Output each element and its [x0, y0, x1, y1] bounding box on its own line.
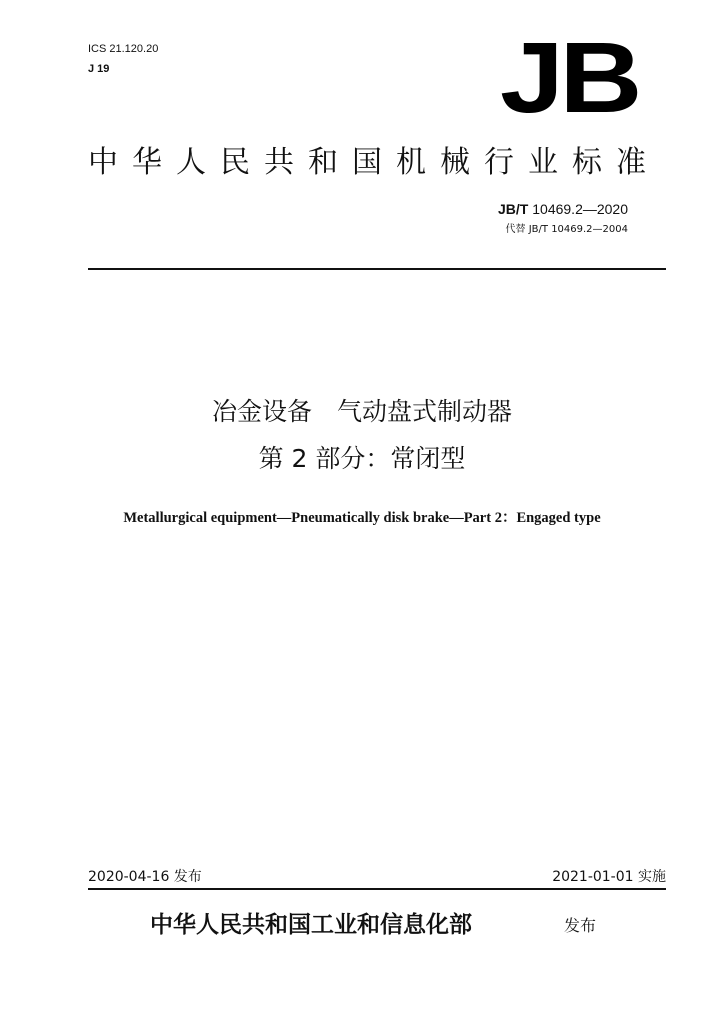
- implementation-date: 2021-01-01 实施: [552, 869, 666, 885]
- document-title-line1: 冶金设备 气动盘式制动器: [211, 397, 512, 426]
- replaces-standard: 代替 JB/T 10469.2—2004: [505, 224, 628, 235]
- english-title: Metallurgical equipment—Pneumatically disk brake—Part 2：Engaged type: [123, 510, 601, 526]
- standard-number: [498, 200, 628, 218]
- classification-code: J 19: [88, 63, 110, 75]
- standard-number-value: 10469.2—2020: [528, 201, 628, 217]
- industry-standard-title: 中华人民共和国机械行业标准: [88, 145, 660, 180]
- standard-number-prefix: JB/T: [498, 201, 529, 217]
- document-title-line2: 第 2 部分：常闭型: [258, 444, 466, 473]
- bottom-divider: [88, 888, 666, 890]
- top-divider: [88, 268, 666, 270]
- issued-label: 发布: [564, 916, 597, 935]
- issuing-ministry: 中华人民共和国工业和信息化部: [150, 912, 472, 938]
- jb-logo: JB: [500, 22, 638, 134]
- ics-code: ICS 21.120.20: [88, 43, 159, 55]
- issue-date: 2020-04-16 发布: [88, 869, 202, 885]
